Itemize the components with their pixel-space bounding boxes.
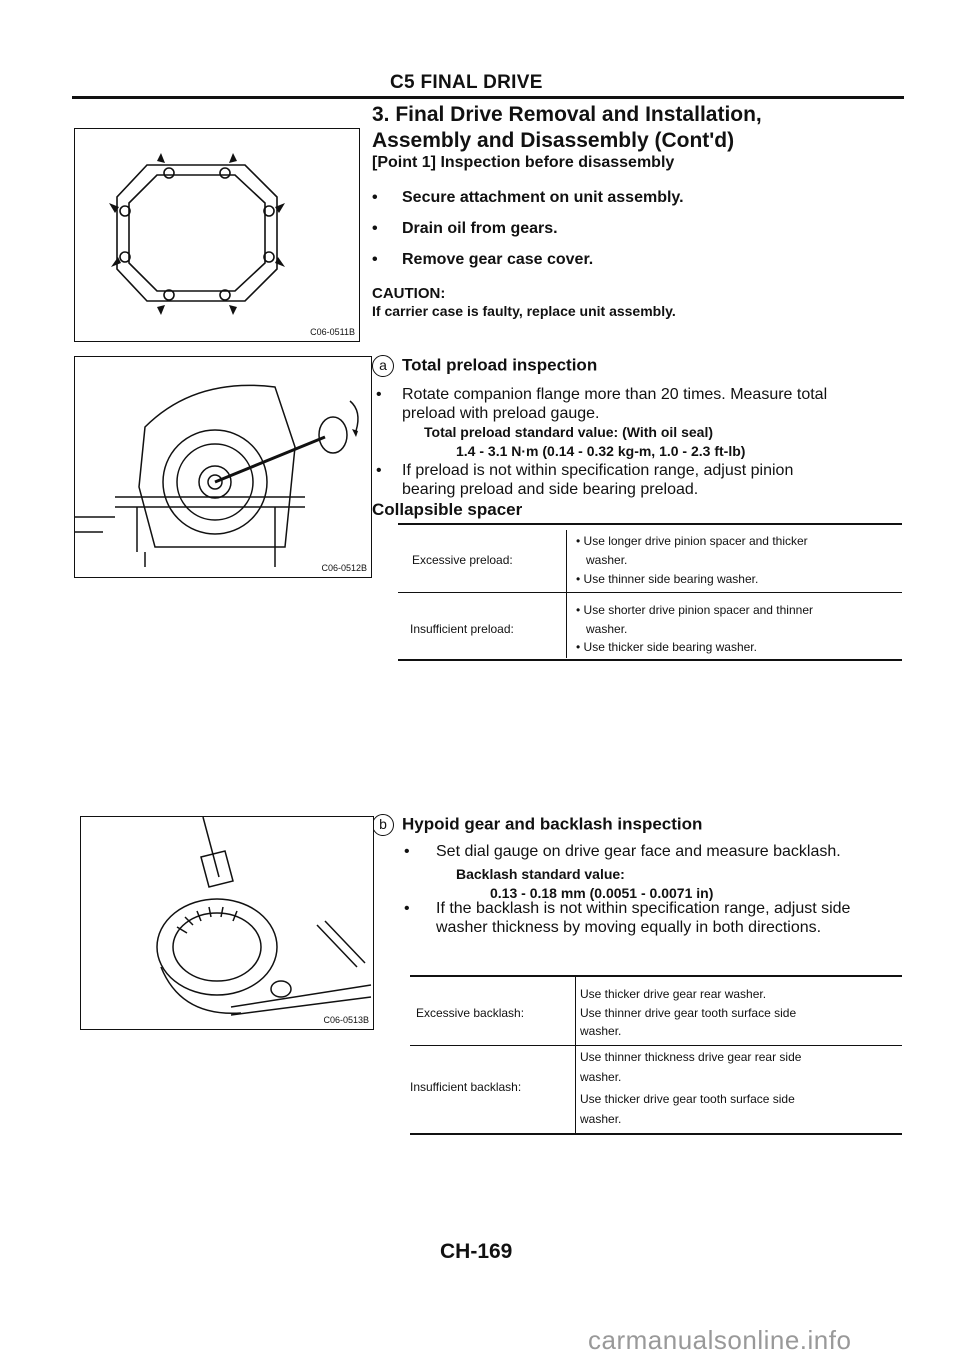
case-cover-illustration — [75, 129, 359, 341]
hypoid-bullet-1: • Set dial gauge on drive gear face and measure backlash. — [404, 843, 841, 860]
table1-row1-line2: washer. — [586, 553, 628, 567]
header-rule — [72, 96, 904, 99]
table1-top-rule — [398, 523, 902, 525]
heading-line-1: 3. Final Drive Removal and Installation, — [372, 103, 762, 126]
circled-letter-b-icon: b — [372, 814, 394, 836]
section-title: C5 FINAL DRIVE — [390, 72, 543, 93]
table2-row1-label: Excessive backlash: — [416, 1006, 525, 1020]
page-heading — [372, 102, 762, 154]
table1-row2-line2: washer. — [586, 622, 628, 636]
caution-label: CAUTION: — [372, 285, 446, 302]
backlash-spec-value: 0.13 - 0.18 mm (0.0051 - 0.0071 in) — [490, 885, 714, 901]
point1-title: [Point 1] Inspection before disassembly — [372, 154, 675, 171]
preload-heading: a Total preload inspection — [372, 355, 597, 377]
table2-row1-line2: Use thinner drive gear tooth surface side — [580, 1006, 797, 1020]
watermark: carmanualsonline.info — [588, 1325, 852, 1355]
page-number: CH-169 — [440, 1240, 513, 1263]
table2-column-divider — [575, 977, 576, 1133]
backlash-spec-label: Backlash standard value: — [456, 866, 625, 882]
table2-top-rule — [410, 975, 902, 977]
table2-row2-line2: washer. — [580, 1070, 622, 1084]
point1-bullet-3: • Remove gear case cover. — [372, 251, 594, 268]
table2-bottom-rule — [410, 1133, 902, 1135]
figure-code-3: C06-0513B — [323, 1015, 369, 1025]
backlash-gauge-illustration — [81, 817, 373, 1029]
figure-code-1: C06-0511B — [310, 327, 355, 337]
table2-row2-line1: Use thinner thickness drive gear rear side — [580, 1050, 802, 1064]
figure-case-cover — [74, 128, 360, 342]
circled-letter-a-icon: a — [372, 355, 394, 377]
table1-row1-line1: • Use longer drive pinion spacer and thicker — [576, 534, 808, 548]
heading-line-2: Assembly and Disassembly (Cont'd) — [372, 129, 735, 152]
point1-bullet-1: • Secure attachment on unit assembly. — [372, 189, 684, 206]
table1-row1-line3: • Use thinner side bearing washer. — [576, 572, 759, 586]
preload-bullet-2: • If preload is not within specification range, adjust pinion bearing preload and side bearing preload. — [376, 462, 794, 498]
figure-code-2: C06-0512B — [321, 563, 367, 573]
table2-row1-line1: Use thicker drive gear rear washer. — [580, 987, 767, 1001]
hypoid-bullet-2: • If the backlash is not within specification range, adjust side washer thickness by moving equally in both directions. — [404, 900, 851, 936]
table1-row2-line3: • Use thicker side bearing washer. — [576, 640, 757, 654]
hypoid-heading: b Hypoid gear and backlash inspection — [372, 814, 702, 836]
table2-row-divider — [410, 1045, 902, 1046]
preload-gauge-illustration — [75, 357, 371, 577]
table1-row-divider — [398, 592, 902, 593]
figure-preload-gauge — [74, 356, 372, 578]
table2-row2-label: Insufficient backlash: — [410, 1080, 522, 1094]
collapsible-spacer-title: Collapsible spacer — [372, 500, 523, 519]
table2-row2-line3: Use thicker drive gear tooth surface side — [580, 1092, 795, 1106]
table1-row1-label: Excessive preload: — [412, 553, 513, 567]
figure-backlash-gauge — [80, 816, 374, 1030]
point1-bullet-2: • Drain oil from gears. — [372, 220, 558, 237]
caution-text: If carrier case is faulty, replace unit assembly. — [372, 303, 676, 319]
preload-spec-value: 1.4 - 3.1 N·m (0.14 - 0.32 kg-m, 1.0 - 2.3 ft-lb) — [456, 443, 746, 459]
table1-row2-line1: • Use shorter drive pinion spacer and thinner — [576, 603, 813, 617]
preload-bullet-1: • Rotate companion flange more than 20 times. Measure total preload with preload gauge. — [376, 386, 828, 422]
table1-row2-label: Insufficient preload: — [410, 622, 514, 636]
table2-row2-line4: washer. — [580, 1112, 622, 1126]
table1-bottom-rule — [398, 659, 902, 661]
preload-spec-label: Total preload standard value: (With oil seal) — [424, 424, 713, 440]
table1-column-divider — [566, 530, 567, 658]
table2-row1-line3: washer. — [580, 1024, 622, 1038]
